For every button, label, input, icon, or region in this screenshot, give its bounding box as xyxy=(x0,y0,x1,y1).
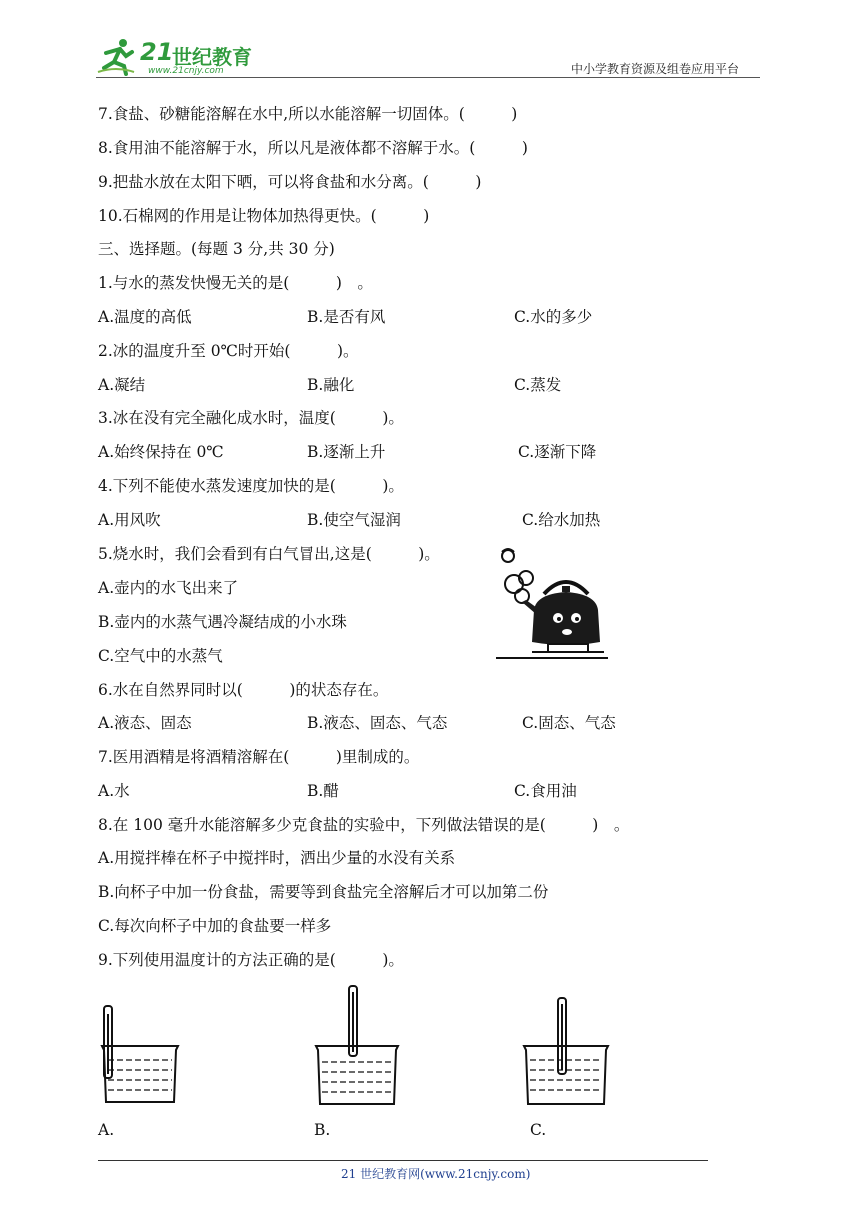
beaker-c-illustration xyxy=(522,996,612,1108)
question: 6.水在自然界同时以( )的状态存在。 xyxy=(98,681,389,699)
option-b: B. xyxy=(314,1121,331,1139)
beaker-b-illustration xyxy=(312,984,402,1108)
option-a: A.凝结 xyxy=(98,376,146,394)
kettle-illustration xyxy=(492,544,612,666)
option-b: B.壶内的水蒸气遇冷凝结成的小水珠 xyxy=(98,613,347,631)
question: 9.下列使用温度计的方法正确的是( )。 xyxy=(98,951,404,969)
question: 3.冰在没有完全融化成水时，温度( )。 xyxy=(98,409,404,427)
judgement-item: 8.食用油不能溶解于水，所以凡是液体都不溶解于水。( ) xyxy=(98,139,528,157)
option-a: A.温度的高低 xyxy=(98,308,192,326)
option-b: B.液态、固态、气态 xyxy=(307,714,448,732)
option-c: C.空气中的水蒸气 xyxy=(98,647,223,665)
option-c: C.固态、气态 xyxy=(522,714,616,732)
footer-rule xyxy=(98,1160,708,1161)
option-c: C.给水加热 xyxy=(522,511,601,529)
option-a: A.液态、固态 xyxy=(98,714,192,732)
option-c: C. xyxy=(530,1121,547,1139)
question: 5.烧水时，我们会看到有白气冒出,这是( )。 xyxy=(98,545,440,563)
option-c: C.逐渐下降 xyxy=(518,443,597,461)
section-title: 三、选择题。(每题 3 分,共 30 分) xyxy=(98,240,335,258)
logo-url: www.21cnjy.com xyxy=(148,66,224,76)
option-a: A.用搅拌棒在杯子中搅拌时，洒出少量的水没有关系 xyxy=(98,849,456,867)
header-rule xyxy=(96,77,760,78)
option-a: A.始终保持在 0℃ xyxy=(98,443,224,461)
option-c: C.水的多少 xyxy=(514,308,593,326)
question: 1.与水的蒸发快慢无关的是( ) 。 xyxy=(98,274,373,292)
logo xyxy=(96,34,266,78)
question: 8.在 100 毫升水能溶解多少克食盐的实验中，下列做法错误的是( ) 。 xyxy=(98,816,630,834)
beaker-a-illustration xyxy=(98,1004,188,1108)
option-c: C.蒸发 xyxy=(514,376,562,394)
judgement-item: 10.石棉网的作用是让物体加热得更快。( ) xyxy=(98,207,430,225)
runner-logo-icon xyxy=(96,36,136,76)
header-right-text: 中小学教育资源及组卷应用平台 xyxy=(571,62,740,76)
option-b: B.向杯子中加一份食盐，需要等到食盐完全溶解后才可以加第二份 xyxy=(98,883,549,901)
option-c: C.每次向杯子中加的食盐要一样多 xyxy=(98,917,332,935)
footer-text: 21 世纪教育网(www.21cnjy.com) xyxy=(341,1167,531,1181)
judgement-item: 9.把盐水放在太阳下晒，可以将食盐和水分离。( ) xyxy=(98,173,482,191)
question: 2.冰的温度升至 0℃时开始( )。 xyxy=(98,342,359,360)
option-c: C.食用油 xyxy=(514,782,577,800)
logo-number: 21 xyxy=(140,38,174,66)
question: 4.下列不能使水蒸发速度加快的是( )。 xyxy=(98,477,404,495)
option-a: A.水 xyxy=(98,782,130,800)
option-b: B.醋 xyxy=(307,782,339,800)
option-a: A.壶内的水飞出来了 xyxy=(98,579,239,597)
option-a: A. xyxy=(98,1121,115,1139)
option-b: B.融化 xyxy=(307,376,355,394)
option-b: B.是否有风 xyxy=(307,308,386,326)
option-b: B.使空气湿润 xyxy=(307,511,401,529)
question: 7.医用酒精是将酒精溶解在( )里制成的。 xyxy=(98,748,420,766)
judgement-item: 7.食盐、砂糖能溶解在水中,所以水能溶解一切固体。( ) xyxy=(98,105,518,123)
option-a: A.用风吹 xyxy=(98,511,161,529)
logo-text: 世纪教育 xyxy=(172,45,252,69)
option-b: B.逐渐上升 xyxy=(307,443,386,461)
